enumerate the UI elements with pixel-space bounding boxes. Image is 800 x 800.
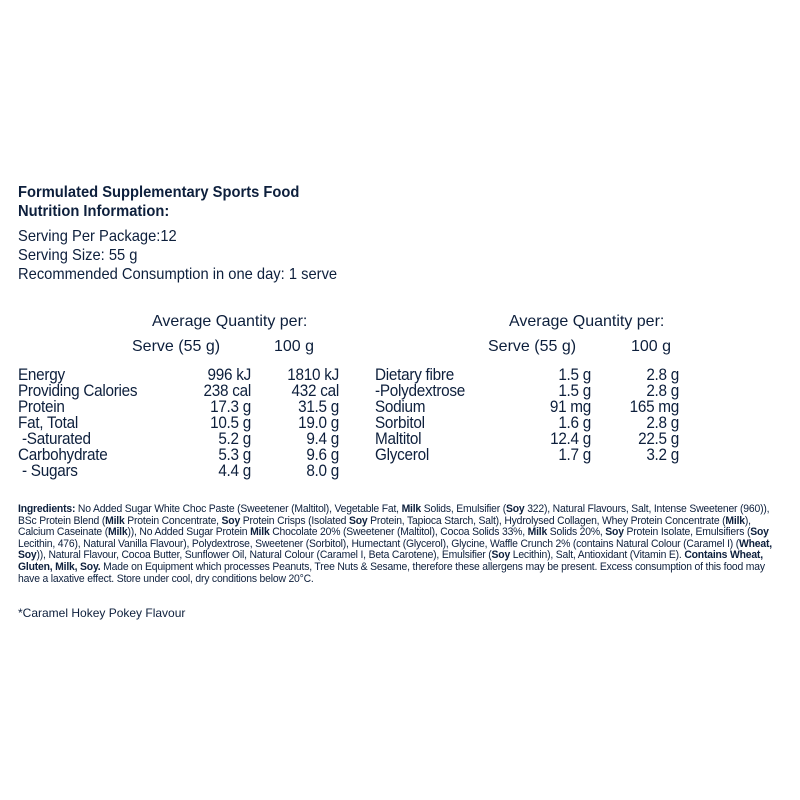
ingredient-segment: )), Natural Flavour, Cocoa Butter, Sunflower Oil, Natural Colour (Caramel I, Beta Carotene), Emulsifier ( (36, 549, 492, 562)
ingredient-segment: )), No Added Sugar Protein (127, 526, 251, 539)
nutrient-serve-value: 238 cal (203, 381, 251, 400)
nutrient-name: Providing Calories (18, 381, 138, 400)
nutrient-name: Glycerol (375, 445, 429, 464)
nutrition-heading: Nutrition Information: (18, 203, 170, 220)
ingredient-segment: Protein Isolate, Emulsifiers ( (623, 526, 751, 539)
nutrient-name: Energy (18, 365, 65, 384)
allergen-highlight: Milk (105, 514, 125, 527)
allergen-highlight: Soy (491, 549, 511, 562)
ingredient-segment: Chocolate 20% (Sweetener (Maltitol), Cocoa Solids 33%, (269, 526, 528, 539)
ingredient-segment: Protein Crisps (Isolated (240, 514, 349, 527)
nutrient-serve-value: 1.7 g (558, 445, 591, 464)
flavour-footnote: *Caramel Hokey Pokey Flavour (18, 606, 186, 620)
right-col-100g: 100 g (631, 338, 672, 355)
allergen-highlight: Milk (250, 526, 270, 539)
ingredient-segment: Lecithin, 476), Natural Vanilla Flavour), Polydextrose, Sweetener (Sorbitol), Humectant (Glycerol), Glycine, Waffle Crunch 2% (contains Natural Colour (Caramel I) ( (18, 537, 740, 550)
ingredient-segment: Solids, Emulsifier ( (421, 503, 507, 515)
nutrient-serve-value: 996 kJ (207, 365, 251, 384)
allergen-highlight: Soy (348, 514, 368, 527)
nutrient-serve-value: 5.2 g (218, 429, 251, 448)
left-col-100g: 100 g (274, 338, 315, 355)
left-avg-quantity-label: Average Quantity per: (152, 313, 308, 330)
nutrient-serve-value: 5.3 g (218, 445, 251, 464)
nutrient-name: -Polydextrose (375, 381, 466, 400)
left-col-serve: Serve (55 g) (132, 338, 221, 355)
ingredients-label: Ingredients: (18, 503, 76, 515)
ingredients-text (18, 504, 785, 585)
allergen-highlight: Soy (221, 514, 241, 527)
nutrient-100g-value: 9.4 g (306, 429, 339, 448)
nutrient-100g-value: 2.8 g (646, 381, 679, 400)
nutrient-serve-value: 17.3 g (210, 397, 251, 416)
nutrient-name: Protein (18, 397, 65, 416)
nutrient-100g-value: 8.0 g (306, 461, 339, 480)
ingredient-segment: Made on Equipment which processes Peanuts, Tree Nuts & Sesame, therefore these allergens may be present. Excess consumption of this food may have a laxative effect. Store under cool, dry conditions below 20°C. (18, 560, 765, 585)
nutrient-100g-value: 22.5 g (638, 429, 679, 448)
nutrient-name: Carbohydrate (18, 445, 108, 464)
ingredient-segment: Lecithin), Salt, Antioxidant (Vitamin E). (510, 549, 685, 562)
nutrient-name: Fat, Total (18, 413, 78, 432)
ingredient-segment: 322), Natural Flavours, Salt, Intense Sweetener (960)), BSc Protein Blend ( (18, 503, 770, 527)
allergen-highlight: Soy (750, 526, 769, 539)
nutrient-100g-value: 1810 kJ (287, 365, 339, 384)
nutrient-serve-value: 91 mg (549, 397, 591, 416)
nutrient-100g-value: 31.5 g (298, 397, 339, 416)
nutrient-serve-value: 1.6 g (558, 413, 591, 432)
ingredient-segment: Protein, Tapioca Starch, Salt), Hydrolysed Collagen, Whey Protein Concentrate ( (367, 514, 726, 527)
nutrient-serve-value: 12.4 g (550, 429, 591, 448)
nutrient-serve-value: 4.4 g (218, 461, 251, 480)
nutrient-name: Dietary fibre (375, 365, 454, 384)
nutrient-serve-value: 10.5 g (210, 413, 251, 432)
right-col-serve: Serve (55 g) (488, 338, 577, 355)
serving-per-package: Serving Per Package:12 (18, 228, 177, 245)
nutrient-name: Maltitol (375, 429, 422, 448)
ingredient-segment: Protein Concentrate, (124, 514, 222, 527)
allergen-contains-statement: Contains Wheat, Gluten, Milk, Soy. (18, 549, 763, 573)
nutrient-100g-value: 19.0 g (298, 413, 339, 432)
nutrient-100g-value: 9.6 g (306, 445, 339, 464)
allergen-highlight: Milk (527, 526, 548, 539)
nutrient-100g-value: 432 cal (291, 381, 339, 400)
nutrient-name: Sorbitol (375, 413, 425, 432)
nutrient-name: Sodium (375, 397, 426, 416)
recommended-consumption: Recommended Consumption in one day: 1 serve (18, 266, 338, 283)
ingredient-segment: ), Calcium Caseinate ( (18, 514, 751, 539)
serving-size: Serving Size: 55 g (18, 247, 138, 264)
allergen-highlight: Milk (725, 514, 745, 527)
nutrient-100g-value: 165 mg (629, 397, 679, 416)
nutrient-100g-value: 3.2 g (646, 445, 679, 464)
allergen-highlight: Soy (605, 526, 624, 539)
ingredient-segment: No Added Sugar White Choc Paste (Sweetener (Maltitol), Vegetable Fat, (75, 503, 402, 515)
allergen-highlight: Milk (108, 526, 128, 539)
ingredient-segment: Solids 20%, (547, 526, 606, 539)
nutrient-name: - Sugars (18, 461, 78, 480)
allergen-highlight: Milk (401, 503, 422, 515)
nutrient-name: -Saturated (18, 429, 91, 448)
allergen-highlight: Soy (506, 503, 525, 515)
allergen-highlight: Wheat, Soy (18, 537, 772, 562)
product-title: Formulated Supplementary Sports Food (18, 184, 300, 201)
nutrient-100g-value: 2.8 g (646, 365, 679, 384)
nutrient-serve-value: 1.5 g (558, 365, 591, 384)
right-avg-quantity-label: Average Quantity per: (509, 313, 665, 330)
nutrient-serve-value: 1.5 g (558, 381, 591, 400)
nutrient-100g-value: 2.8 g (646, 413, 679, 432)
